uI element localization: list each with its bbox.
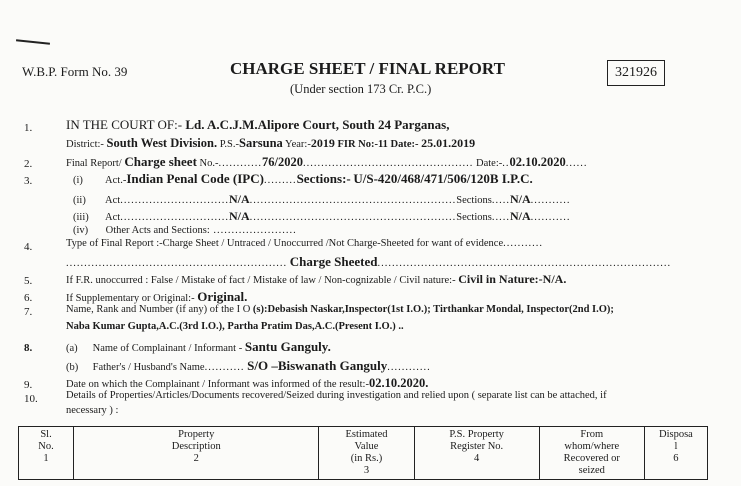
comp-a-label: (a) <box>66 343 78 354</box>
fir-label: FIR No:- <box>337 139 378 150</box>
table-header-row <box>19 427 708 480</box>
header-property-description: Property Description 2 <box>74 427 319 480</box>
item-number: 8. <box>24 342 33 354</box>
document-subtitle: (Under section 173 Cr. P.C.) <box>290 82 432 96</box>
type-label: Type of Final Report :-Charge Sheet / Untraced / Unoccurred /Not Charge-Sheeted for want of evidence <box>66 238 504 249</box>
property-table <box>18 426 708 480</box>
io-value-2: Naba Kumar Gupta,A.C.(3rd I.O.), Partha Pratim Das,A.C.(Present I.O.) .. <box>66 321 404 332</box>
court-value: Ld. A.C.J.M.Alipore Court, South 24 Parganas, <box>185 117 450 132</box>
other-acts-label: Other Acts and Sections: <box>105 225 210 236</box>
date1-value: 25.01.2019 <box>421 136 476 150</box>
item-number: 2. <box>24 158 33 170</box>
year-value: 2019 <box>310 136 335 150</box>
type-line: Type of Final Report :-Charge Sheet / Untraced / Unoccurred /Not Charge-Sheeted for want of evidence........... <box>66 238 543 249</box>
supplementary-value: Original. <box>197 289 248 304</box>
item-number: 9. <box>24 379 33 391</box>
sections-ii-value: N/A <box>509 192 531 206</box>
final-report-label: Final Report/ <box>66 158 122 169</box>
fr-value: Civil in Nature:-N/A. <box>458 272 567 286</box>
comp-b-label: (b) <box>66 362 79 373</box>
no-label: No.- <box>199 158 219 169</box>
fir-value: 11 <box>377 139 388 150</box>
act-value: Indian Penal Code (IPC) <box>126 171 264 186</box>
act-iii-label: (iii) <box>73 212 89 223</box>
act-i-line: (i) Act.-Indian Penal Code (IPC).........Sections:- U/S-420/468/471/506/120B I.P.C. <box>73 171 533 186</box>
item-number: 1. <box>24 122 33 134</box>
details-label-line-2: necessary ) : <box>66 405 119 416</box>
charge-sheet-number: 76/2020 <box>262 155 303 169</box>
complainant-line <box>66 339 331 355</box>
item-number: 6. <box>24 292 33 304</box>
type-value-line: ............................................................. Charge Sheeted................................................................................. <box>66 254 672 269</box>
informed-line <box>66 376 428 391</box>
serial-number-box: 321926 <box>607 60 665 86</box>
act-ii-value: N/A <box>228 192 250 206</box>
header-estimated-value: Estimated Value (in Rs.) 3 <box>319 427 414 480</box>
io-label: Name, Rank and Number (if any) of the I O <box>66 304 251 315</box>
ps-label: P.S.- <box>219 139 240 150</box>
act-i-label: (i) <box>73 175 83 186</box>
item-number: 5. <box>24 275 33 287</box>
act-ii-label: (ii) <box>73 195 86 206</box>
header-sl-no: Sl. No. 1 <box>19 427 74 480</box>
complainant-name-value: Santu Ganguly. <box>244 339 331 354</box>
act-word: Act <box>105 212 121 223</box>
informed-label: Date on which the Complainant / Informant was informed of the result:- <box>66 379 369 390</box>
ps-value: Sarsuna <box>239 136 283 150</box>
type-value: Charge Sheeted <box>289 254 378 269</box>
header-disposal: Disposa l 6 <box>644 427 707 480</box>
item-number: 4. <box>24 241 33 253</box>
sections-word: Sections <box>456 195 492 206</box>
year-label: Year:- <box>285 139 311 150</box>
details-label-line-1: Details of Properties/Articles/Documents recovered/Seized during investigation and relied upon ( separate list can be attached, if <box>66 390 607 401</box>
fr-line <box>66 272 566 287</box>
date2-label: Date:- <box>476 158 503 169</box>
informed-value: 02.10.2020. <box>368 376 429 390</box>
district-value: South West Division. <box>106 136 218 150</box>
io-value-1: (s):Debasish Naskar,Inspector(1st I.O.); Tirthankar Mondal, Inspector(2nd I.O); <box>252 304 614 315</box>
sections-word: Sections <box>456 212 492 223</box>
supplementary-line <box>66 289 247 305</box>
form-number: W.B.P. Form No. 39 <box>22 64 128 79</box>
charge-sheet-label: Charge sheet <box>124 154 197 169</box>
item-number: 7. <box>24 306 33 318</box>
pen-mark <box>16 39 50 45</box>
sections-iii-value: N/A <box>509 209 531 223</box>
act-ii-line: (ii) Act..............................N/A.........................................................Sections.....N/A........... <box>73 192 571 206</box>
date2-value: 02.10.2020 <box>509 155 566 169</box>
date1-label: Date:- <box>390 139 419 150</box>
header-recovered-from: From whom/where Recovered or seized <box>539 427 644 480</box>
act-iv-line: (iv) Other Acts and Sections: ....................... <box>73 225 297 236</box>
fr-label: If F.R. unoccurred : False / Mistake of fact / Mistake of law / Non-cognizable / Civil nature:- <box>66 275 456 286</box>
act-word: Act <box>105 195 121 206</box>
act-iv-label: (iv) <box>73 225 89 236</box>
court-line <box>66 117 449 133</box>
act-iii-line: (iii) Act..............................N/A.........................................................Sections.....N/A........... <box>73 209 571 223</box>
supplementary-label: If Supplementary or Original:- <box>66 293 195 304</box>
district-label: District:- <box>66 139 104 150</box>
district-line <box>66 136 475 151</box>
father-value: S/O –Biswanath Ganguly <box>247 358 388 373</box>
complainant-name-label: Name of Complainant / Informant - <box>92 343 243 354</box>
item-number: 10. <box>24 393 38 405</box>
father-line: (b) Father's / Husband's Name........... S/O –Biswanath Ganguly............ <box>66 358 431 373</box>
sections-value: U/S-420/468/471/506/120B I.P.C. <box>353 171 533 186</box>
charge-sheet-line: Final Report/ Charge sheet No.-............76/2020............................................... Date:-..02.10.2020...... <box>66 154 588 169</box>
court-label: IN THE COURT OF:- <box>66 117 183 132</box>
father-label: Father's / Husband's Name <box>92 362 205 373</box>
document-title: CHARGE SHEET / FINAL REPORT <box>230 59 505 78</box>
sections-label: Sections:- <box>296 171 351 186</box>
io-line <box>66 304 614 315</box>
act-label: Act.- <box>105 175 127 186</box>
header-ps-property-register: P.S. Property Register No. 4 <box>414 427 539 480</box>
act-iii-value: N/A <box>228 209 250 223</box>
item-number: 3. <box>24 175 33 187</box>
